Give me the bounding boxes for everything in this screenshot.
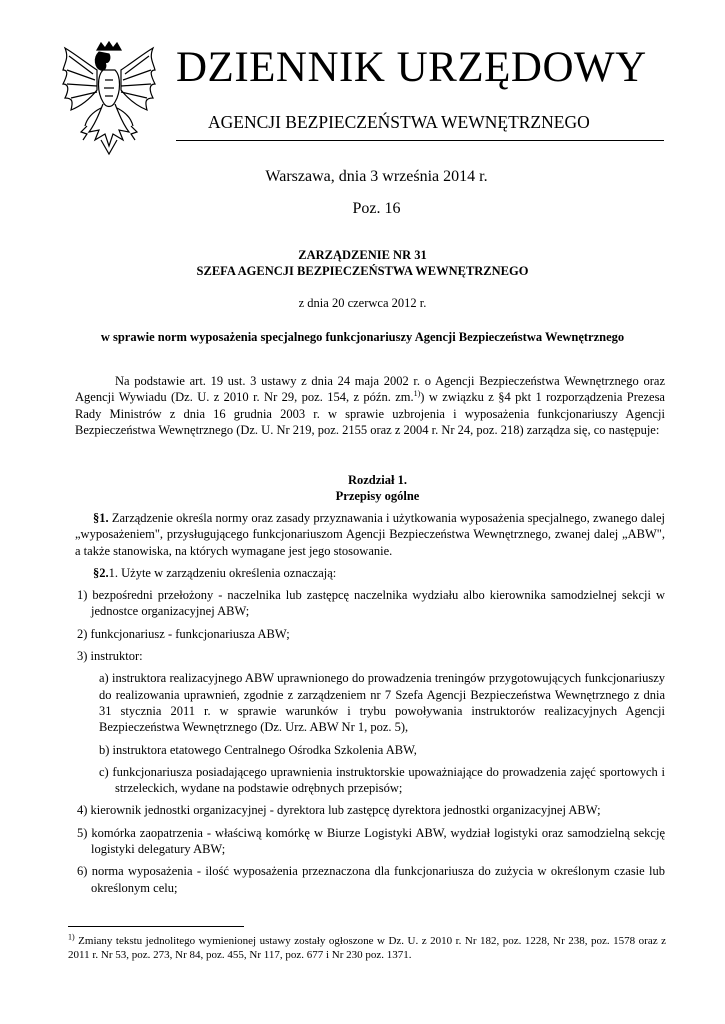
definition-item: 4) kierownik jednostki organizacyjnej - dyrektora lub zastępcę dyrektora jednostki organizacyjnej ABW;: [77, 803, 601, 818]
definition-subitem: b) instruktora etatowego Centralnego Ośrodka Szkolenia ABW,: [99, 742, 417, 757]
chapter-title: Przepisy ogólne: [335, 489, 420, 503]
act-title-line2: SZEFA AGENCJI BEZPIECZEŃSTWA WEWNĘTRZNEGO: [196, 264, 529, 278]
preamble: [75, 373, 665, 444]
act-subject: w sprawie norm wyposażenia specjalnego funkcjonariuszy Agencji Bezpieczeństwa Wewnętrznego: [100, 330, 625, 344]
journal-title: DZIENNIK URZĘDOWY: [176, 44, 647, 91]
header-divider: [176, 140, 664, 141]
definition-item: 3) instruktor:: [77, 649, 143, 664]
definition-item: 2) funkcjonariusz - funkcjonariusza ABW;: [77, 626, 290, 641]
preamble-paragraph: Na podstawie art. 19 ust. 3 ustawy z dnia 24 maja 2002 r. o Agencji Bezpieczeństwa Wewnętrznego oraz Agencji Wywiadu (Dz. U. z 2010 r. Nr 29, poz. 154, z późn. zm.$^{1)}$) w związku z §4 pkt 1 rozporządzenia Prezesa Rady Ministrów z dnia 16 grudnia 2003 r. w sprawie uzbrojenia i wyposażenia funkcjonariuszy Agencji Bezpieczeństwa Wewnętrznego (Dz. U. Nr 219, poz. 2155 oraz z 2004 r. Nr 24, poz. 218) zarządza się, co następuje:: [75, 374, 665, 437]
footnote-mark: 1): [68, 932, 75, 942]
definition-subitem: a) instruktora realizacyjnego ABW uprawnionego do prowadzenia treningów przygotowujących funkcjonariuszy do realizowania uprawnień, zgodnie z zarządzeniem nr 7 Szefa Agencji Bezpieczeństwa Wewnętrznego z dnia 31 stycznia 2011 r. w sprawie warunków i trybu powoływania instruktorów realizacyjnych Agencji Bezpieczeństwa Wewnętrznego (Dz. Urz. ABW Nr 1, poz. 5),: [99, 671, 665, 735]
section-1: [75, 510, 665, 902]
act-title-line1: ZARZĄDZENIE NR 31: [298, 248, 427, 262]
definition-item: 5) komórka zaopatrzenia - właściwą komórkę w Biurze Logistyki ABW, wydział logistyki oraz samodzielną sekcję logistyki delegatury ABW;: [77, 825, 665, 857]
definition-item: 1) bezpośredni przełożony - naczelnika lub zastępcę naczelnika wydziału albo kierownika samodzielnej sekcji w jednostce organizacyjnej ABW;: [77, 588, 665, 619]
section-1-paragraph: §1. Zarządzenie określa normy oraz zasady przyznawania i użytkowania wyposażenia specjalnego, zwanego dalej „wyposażeniem", przysługującego funkcjonariuszom Agencji Bezpieczeństwa Wewnętrznego, zwanej dalej „ABW", a także stanowiska, na których wymagane jest jego stosowanie.: [75, 511, 665, 558]
journal-subtitle: AGENCJI BEZPIECZEŃSTWA WEWNĘTRZNEGO: [208, 112, 590, 132]
footnote-divider: [68, 926, 244, 927]
chapter-number: Rozdział 1.: [347, 473, 408, 487]
publication-date: Warszawa, dnia 3 września 2014 r.: [265, 168, 488, 185]
section-2-intro: §2.1. Użyte w zarządzeniu określenia oznaczają:: [93, 565, 337, 580]
act-date: z dnia 20 czerwca 2012 r.: [298, 296, 427, 310]
footnote-ref[interactable]: 1): [413, 389, 421, 399]
definition-item: 6) norma wyposażenia - ilość wyposażenia przeznaczona dla funkcjonariusza do zużycia w określonym czasie lub określonym celu;: [77, 864, 665, 895]
position-number: Poz. 16: [352, 200, 401, 217]
footnote: $^{1)}$ Zmiany tekstu jednolitego wymienionej ustawy zostały ogłoszone w Dz. U. z 2010 r. Nr 182, poz. 1228, Nr 238, poz. 1578 oraz z 2011 r. Nr 53, poz. 273, Nr 84, poz. 455, Nr 117, poz. 677 i Nr 230 poz. 1371.: [68, 932, 666, 961]
polish-eagle-emblem-icon: [58, 40, 160, 158]
definition-subitem: c) funkcjonariusza posiadającego uprawnienia instruktorskie upoważniające do prowadzenia zajęć sportowych i strzeleckich, wydane na podstawie odrębnych przepisów;: [99, 764, 665, 796]
